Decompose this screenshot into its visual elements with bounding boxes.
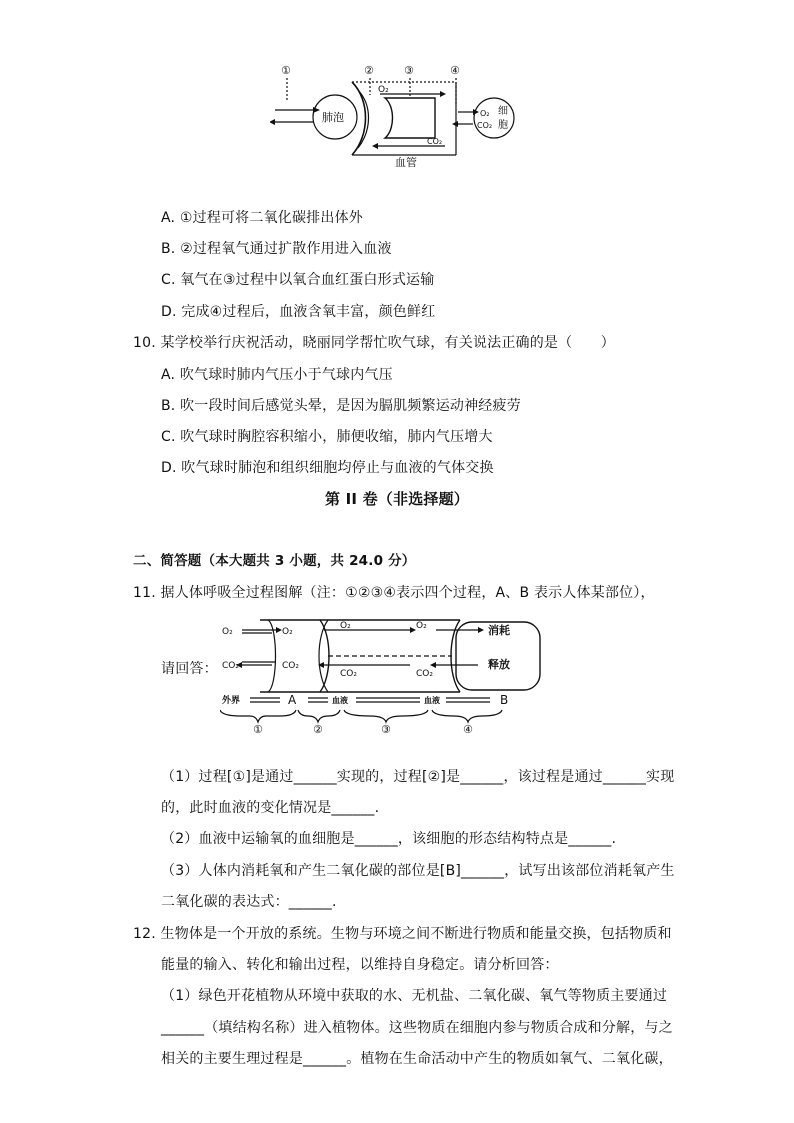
q11-line-3: （2）血液中运输氧的血细胞是______，该细胞的形态结构特点是______. [161, 831, 617, 847]
d2-num-4: ④ [463, 723, 473, 736]
q11-prompt: 请回答： [161, 661, 218, 677]
cell-label-2: 胞 [498, 120, 508, 131]
d2-co2-lung: CO₂ [282, 661, 299, 671]
q9-option-b: B. ②过程氧气通过扩散作用进入血液 [161, 241, 392, 257]
d2-o2-outside: O₂ [222, 627, 233, 637]
q10-stem: 10. 某学校举行庆祝活动，晓丽同学帮忙吹气球，有关说法正确的是（ ） [133, 335, 615, 351]
q11-line-1: （1）过程[①]是通过______实现的，过程[②]是______，该过程是通过______实现 [161, 769, 675, 785]
q10-option-b: B. 吹一段时间后感觉头晕，是因为膈肌频繁运动神经疲劳 [161, 398, 521, 414]
vessel-label: 血管 [395, 156, 417, 169]
q11-line-4: （3）人体内消耗氧和产生二氧化碳的部位是[B]______，试写出该部位消耗氧产生 [161, 863, 675, 879]
q12-line-1: 12. 生物体是一个开放的系统。生物与环境之间不断进行物质和能量交换，包括物质和 [133, 926, 672, 942]
d2-consume: 消耗 [488, 624, 510, 637]
alveolus-label: 肺泡 [322, 111, 344, 124]
d2-b: B [500, 693, 509, 707]
q12-line-5: 相关的主要生理过程是______。植物在生命活动中产生的物质如氧气、二氧化碳， [161, 1051, 673, 1067]
q12-line-4: ______（填结构名称）进入植物体。这些物质在细胞内参与物质合成和分解，与之 [161, 1020, 673, 1036]
q9-option-c: C. 氧气在③过程中以氧合血红蛋白形式运输 [161, 272, 435, 288]
d2-num-3: ③ [381, 723, 391, 736]
q10-option-d: D. 吹气球时肺泡和组织细胞均停止与血液的气体交换 [161, 460, 494, 476]
d2-co2-blood-a: CO₂ [340, 669, 357, 679]
q11-line-5: 二氧化碳的表达式：______. [161, 894, 337, 910]
d2-blood-1: 血液 [332, 696, 348, 705]
d2-num-1: ① [253, 723, 263, 736]
d2-release: 释放 [488, 658, 510, 671]
o2-label: O₂ [378, 85, 389, 95]
cell-o2-label: O₂ [480, 109, 490, 118]
d2-outside: 外界 [222, 696, 241, 706]
d2-o2-blood-a: O₂ [340, 621, 351, 631]
q9-option-d: D. 完成④过程后，血液含氧丰富，颜色鲜红 [161, 304, 436, 320]
part2-title: 第 II 卷（非选择题） [324, 490, 469, 508]
marker-3: ③ [404, 64, 414, 77]
marker-4: ④ [450, 64, 460, 77]
respiration-diagram-2 [220, 616, 546, 736]
d2-o2-lung: O₂ [282, 627, 293, 637]
d2-co2-outside: CO₂ [222, 661, 239, 671]
d2-o2-blood-b: O₂ [416, 621, 427, 631]
q11-stem: 11. 据人体呼吸全过程图解（注：①②③④表示四个过程，A、B 表示人体某部位）， [133, 585, 655, 601]
q12-line-2: 能量的输入、转化和输出过程，以维持自身稳定。请分析回答： [161, 957, 559, 973]
d2-blood-2: 血液 [424, 696, 440, 705]
cell-label-1: 细 [498, 106, 508, 117]
q9-option-a: A. ①过程可将二氧化碳排出体外 [161, 210, 363, 226]
d2-co2-blood-b: CO₂ [416, 669, 433, 679]
section-title: 二、简答题（本大题共 3 小题，共 24.0 分） [133, 553, 416, 569]
respiration-diagram-1 [270, 60, 530, 175]
q11-line-2: 的，此时血液的变化情况是______. [161, 800, 380, 816]
q12-line-3: （1）绿色开花植物从环境中获取的水、无机盐、二氧化碳、氧气等物质主要通过 [161, 988, 668, 1004]
q10-option-c: C. 吹气球时胸腔容积缩小，肺便收缩，肺内气压增大 [161, 429, 493, 445]
marker-2: ② [364, 64, 374, 77]
d2-a: A [288, 693, 297, 707]
cell-co2-label: CO₂ [477, 121, 493, 130]
q10-option-a: A. 吹气球时肺内气压小于气球内气压 [161, 367, 393, 383]
d2-num-2: ② [313, 723, 323, 736]
co2-label: CO₂ [427, 137, 443, 146]
marker-1: ① [281, 64, 291, 77]
